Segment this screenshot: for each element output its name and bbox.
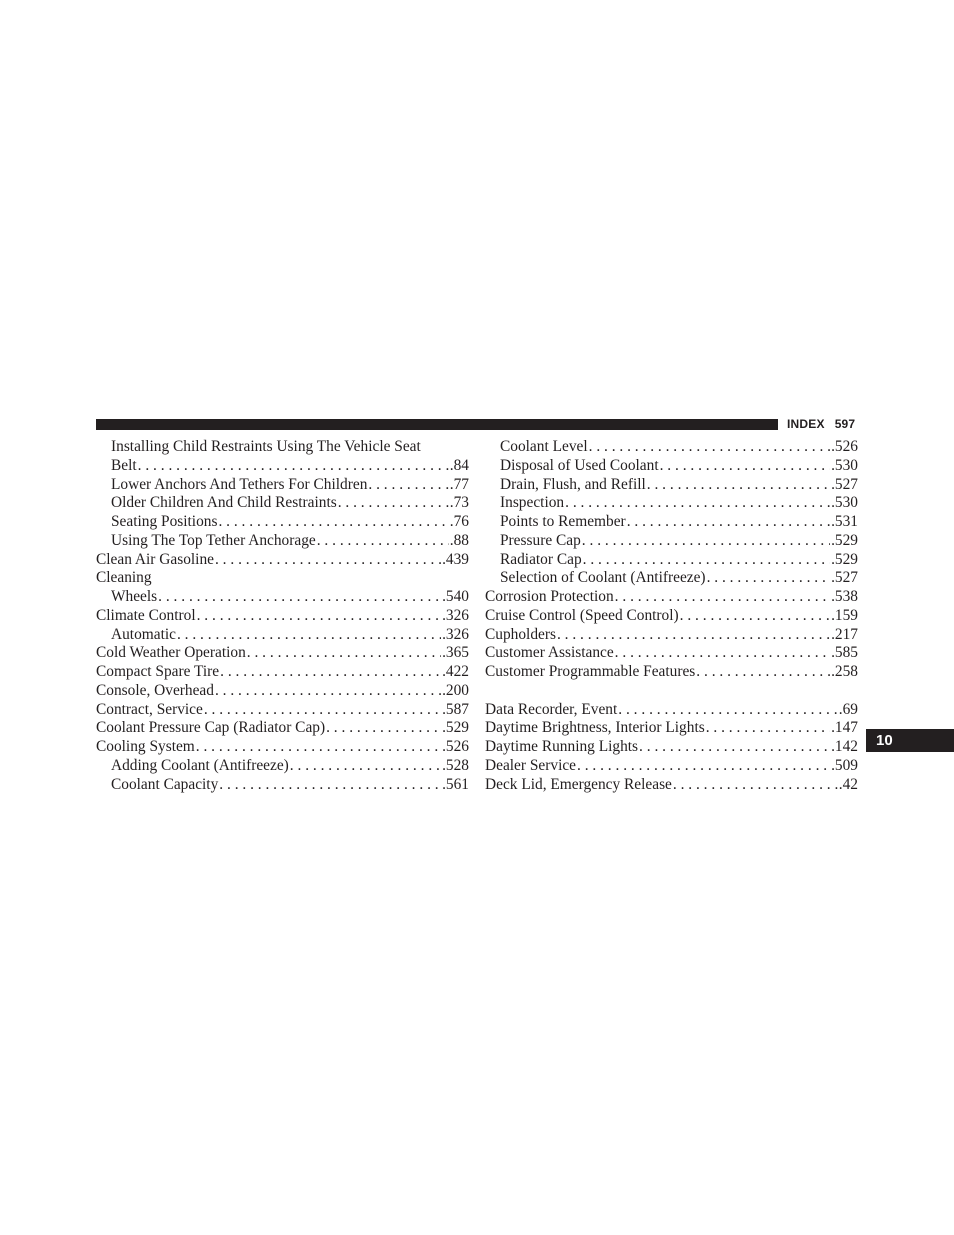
dot-leader [615,588,830,607]
index-page-ref: .69 [838,700,858,718]
dot-leader [218,513,448,532]
index-entry [96,776,469,795]
index-term: Deck Lid, Emergency Release [485,775,672,793]
index-entry [485,644,858,663]
index-term: Pressure Cap [500,531,581,549]
index-term: Cooling System [96,738,195,755]
index-entry [96,494,469,513]
dot-leader [582,532,830,551]
dot-leader [290,757,441,776]
index-term: Clean Air Gasoline [96,550,214,568]
index-page-ref: .439 [442,550,469,568]
index-term: Points to Remember [500,513,626,530]
index-page-ref: .217 [831,625,858,643]
index-term: Contract, Service [96,700,203,718]
index-page-ref: .587 [442,700,469,718]
index-term: Coolant Pressure Cap (Radiator Cap) [96,719,326,737]
dot-leader [317,532,449,551]
index-page-ref: .530 [831,456,858,474]
dot-leader [215,551,441,570]
index-entry [485,513,858,532]
index-term: Wheels [111,588,158,605]
index-term: Lower Anchors And Tethers For Children [111,475,368,493]
index-term: Compact Spare Tire [96,663,220,680]
index-page-ref: .529 [442,719,469,737]
dot-leader [138,457,449,476]
dot-leader [326,719,441,738]
dot-leader [177,626,441,645]
header-bar [96,419,778,430]
index-term: Automatic [111,625,176,643]
index-term: Cupholders [485,625,556,643]
dot-leader [220,663,441,682]
index-entry [96,569,469,588]
dot-leader [618,701,837,720]
index-term: Disposal of Used Coolant [500,456,659,474]
index-entry [96,663,469,682]
index-page-ref: .509 [831,756,858,774]
index-entry [485,494,858,513]
index-page-ref: .527 [831,475,858,493]
index-entry [485,757,858,776]
index-term: Climate Control [96,606,196,624]
dot-leader [707,569,831,588]
index-page-ref: .528 [442,756,469,774]
index-entry [96,644,469,663]
dot-leader [639,738,830,757]
index-page-ref: .76 [449,513,469,530]
index-term: Adding Coolant (Antifreeze) [111,756,289,774]
index-entry [96,438,469,457]
index-page-ref: .538 [831,588,858,605]
index-page-ref: .531 [831,513,858,530]
index-page-ref: .84 [449,456,469,474]
index-entry [485,663,858,682]
index-page-ref: .147 [831,719,858,737]
index-entry [485,569,858,588]
chapter-tab: 10 [866,729,954,752]
index-page-ref: .529 [831,550,858,568]
index-entry [485,626,858,645]
index-entry [485,607,858,626]
index-page-ref: .527 [831,569,858,587]
index-page-ref: .365 [442,644,469,662]
index-term: Inspection [500,494,565,512]
index-page-ref: .585 [831,644,858,662]
index-entry [96,588,469,607]
dot-leader [219,776,441,795]
index-term: Belt [111,456,137,474]
dot-leader [706,719,830,738]
dot-leader [583,551,830,570]
dot-leader [197,607,441,626]
index-entry [96,757,469,776]
index-page-ref: .326 [442,625,469,643]
index-term: Drain, Flush, and Refill [500,475,646,493]
index-page-ref: .42 [838,775,858,793]
index-term: Corrosion Protection [485,588,614,605]
dot-leader [247,644,441,663]
index-entry [485,776,858,795]
index-term: Coolant Capacity [111,775,219,793]
dot-leader [565,494,830,513]
index-entry [485,738,858,757]
index-entry [96,476,469,495]
index-entry [96,682,469,701]
index-entry [485,438,858,457]
index-entry [485,719,858,738]
index-page-ref: .422 [442,663,469,680]
dot-leader [696,663,830,682]
dot-leader [627,513,830,532]
index-page-ref: .526 [442,738,469,755]
index-column-right [485,438,858,794]
index-page-ref: .200 [442,681,469,699]
dot-leader [158,588,441,607]
index-term: Dealer Service [485,756,577,774]
dot-leader [615,644,830,663]
index-entry [96,532,469,551]
index-page-ref: .526 [831,438,858,455]
index-entry [96,513,469,532]
index-term: Installing Child Restraints Using The Vehicle Seat [111,438,421,455]
index-page-ref: .159 [831,606,858,624]
index-entry [96,719,469,738]
index-term: Daytime Running Lights [485,738,639,755]
index-term: Radiator Cap [500,550,582,568]
index-entry [485,532,858,551]
index-term: Data Recorder, Event [485,700,618,718]
dot-leader [196,738,441,757]
index-entry [96,701,469,720]
index-entry [96,607,469,626]
index-term: Cruise Control (Speed Control) [485,606,679,624]
index-page-ref: .540 [442,588,469,605]
index-column-left [96,438,469,794]
index-term: Console, Overhead [96,681,214,699]
index-page-ref: .77 [449,475,469,493]
dot-leader [660,457,830,476]
dot-leader [577,757,830,776]
index-term: Seating Positions [111,513,218,530]
index-term: Cold Weather Operation [96,644,246,662]
index-entry [485,476,858,495]
index-entry [96,457,469,476]
index-page-ref: .73 [449,494,469,512]
dot-leader [204,701,441,720]
section-title: INDEX [787,417,825,431]
index-entry [485,701,858,720]
page-number: 597 [834,417,856,431]
index-entry [485,588,858,607]
dot-leader [673,776,838,795]
index-entry [96,738,469,757]
index-term: Selection of Coolant (Antifreeze) [500,569,706,587]
index-page-ref: .326 [442,606,469,624]
index-page-ref: .258 [831,663,858,680]
index-entry [485,457,858,476]
index-term: Customer Programmable Features [485,663,696,680]
index-page-ref: .88 [449,531,469,549]
index-entry [96,626,469,645]
index-entry [96,551,469,570]
index-spacer [485,682,858,701]
running-header [787,417,855,431]
dot-leader [557,626,830,645]
index-term: Customer Assistance [485,644,614,662]
index-term: Older Children And Child Restraints [111,494,337,512]
index-page-ref: .142 [831,738,858,755]
dot-leader [215,682,441,701]
dot-leader [338,494,449,513]
index-entry [485,551,858,570]
dot-leader [368,476,448,495]
index-page-ref: .529 [831,531,858,549]
index-term: Coolant Level [500,438,588,455]
dot-leader [589,438,830,457]
index-term: Cleaning [96,569,152,587]
index-term: Daytime Brightness, Interior Lights [485,719,705,737]
index-page-ref: .561 [442,775,469,793]
dot-leader [647,476,830,495]
dot-leader [680,607,830,626]
index-term: Using The Top Tether Anchorage [111,531,316,549]
index-page-ref: .530 [831,494,858,512]
